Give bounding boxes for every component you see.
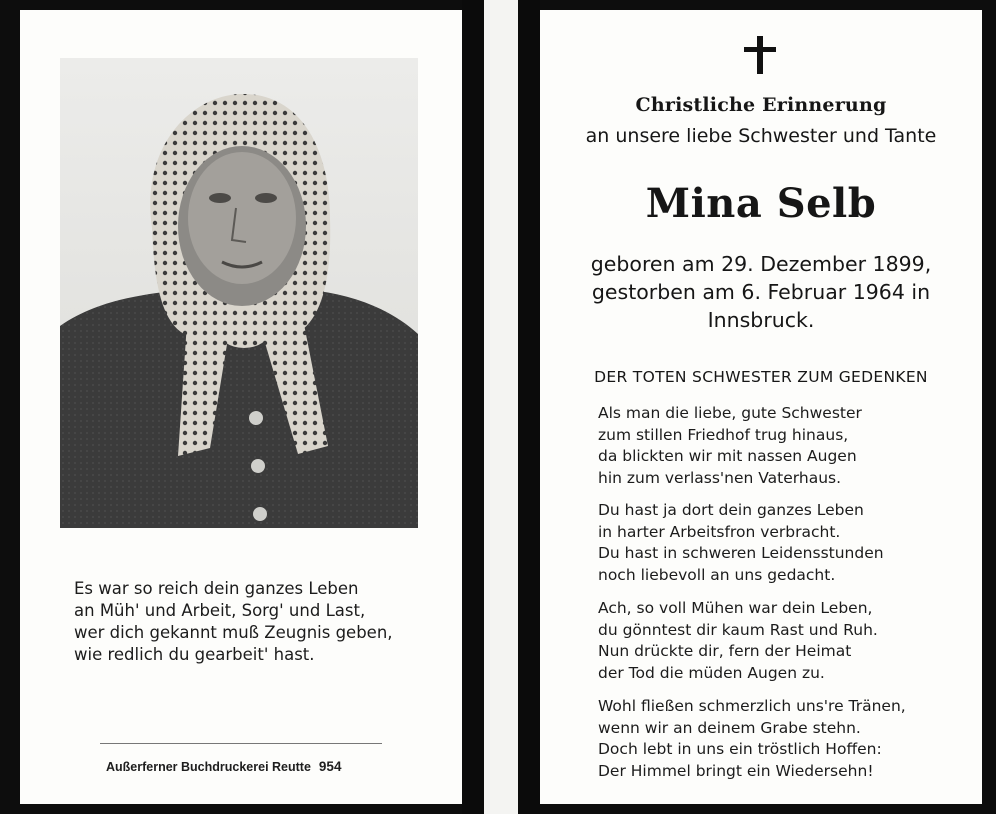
card-right — [540, 10, 982, 804]
card-fold — [484, 0, 518, 814]
poem-line: hin zum verlass'nen Vaterhaus. — [598, 468, 842, 487]
printer-name: Außerferner Buchdruckerei Reutte — [106, 760, 311, 774]
poem-stanza — [598, 403, 978, 489]
left-verse-line: wie redlich du gearbeit' hast. — [74, 645, 315, 664]
printer-imprint — [106, 759, 386, 774]
poem-stanza — [598, 500, 978, 586]
left-verse-line: an Müh' und Arbeit, Sorg' und Last, — [74, 601, 366, 620]
poem-line: wenn wir an deinem Grabe stehn. — [598, 718, 861, 737]
poem-line: Doch lebt in uns ein tröstlich Hoffen: — [598, 740, 882, 758]
printer-number: 954 — [318, 759, 342, 774]
left-verse — [74, 578, 434, 666]
poem-line: Du hast in schweren Leidensstunden — [598, 544, 884, 562]
heading-remembrance: Christliche Erinnerung — [635, 94, 887, 116]
poem-stanza — [598, 598, 978, 684]
poem-line: da blickten wir mit nassen Augen — [598, 447, 857, 465]
portrait-photo — [60, 58, 418, 528]
left-verse-line: Es war so reich dein ganzes Leben — [74, 579, 359, 598]
card-left — [20, 10, 462, 804]
poem-line: in harter Arbeitsfron verbracht. — [598, 522, 841, 541]
birth-date: geboren am 29. Dezember 1899, — [590, 252, 932, 276]
poem-stanza — [598, 696, 978, 782]
section-title: DER TOTEN SCHWESTER ZUM GEDENKEN — [594, 368, 928, 386]
poem-line: Als man die liebe, gute Schwester — [598, 404, 862, 422]
poem-line: Du hast ja dort dein ganzes Leben — [598, 501, 864, 519]
poem-line: Wohl fließen schmerzlich uns're Tränen, — [598, 697, 906, 715]
divider — [100, 743, 382, 744]
poem-line: noch liebevoll an uns gedacht. — [598, 565, 836, 584]
poem-line: Ach, so voll Mühen war dein Leben, — [598, 599, 873, 617]
poem-line: du gönntest dir kaum Rast und Ruh. — [598, 620, 878, 639]
left-verse-line: wer dich gekannt muß Zeugnis geben, — [74, 623, 393, 642]
poem-line: zum stillen Friedhof trug hinaus, — [598, 425, 849, 444]
portrait-image — [60, 58, 418, 528]
death-place: Innsbruck. — [707, 308, 815, 332]
heading-dedication: an unsere liebe Schwester und Tante — [585, 125, 937, 147]
deceased-name: Mina Selb — [645, 180, 877, 227]
poem-line: Der Himmel bringt ein Wiedersehn! — [598, 761, 874, 780]
death-date: gestorben am 6. Februar 1964 in — [591, 280, 931, 304]
cross-icon — [740, 36, 780, 76]
poem-line: der Tod die müden Augen zu. — [598, 663, 825, 682]
poem-line: Nun drückte dir, fern der Heimat — [598, 642, 852, 660]
